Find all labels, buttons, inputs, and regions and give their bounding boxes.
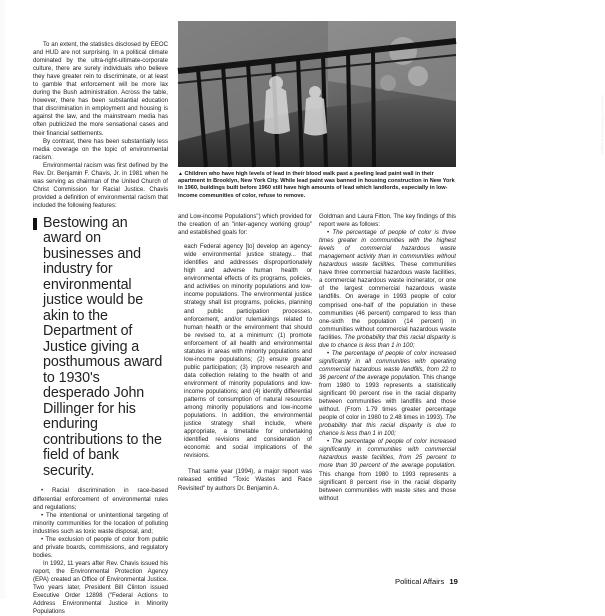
pull-quote-text: Bestowing an award on businesses and industry for environmental justice would be akin to the Department of Justice giving a posthumous award to 1930's desperado John Dillinger for his enduring contributions to the field of bank security. xyxy=(43,214,163,479)
column-1 xyxy=(33,41,168,616)
column-3 xyxy=(319,213,456,503)
photo-caption xyxy=(178,171,456,200)
pull-quote-marker xyxy=(33,218,37,230)
block-quote: each Federal agency [to] develop an agency-wide environmental justice strategy... that identifies and addresses disproportionately high and adverse human health or environmental effects of its programs, policies, and activities on minority populations and low-income populations. The environmental justice strategy shall list programs, policies, planning and public participation processes, enforcement, and/or rulemakings related to human health or the environment that should be revised to, at a minimum: (1) promote enforcement of all health and environmental statutes in areas with minority populations and low-income populations; (2) ensure greater public participation; (3) improve research and data collection relating to the health of and environment of minority populations and low-income populations; and (4) identify differential patterns of consumption of natural resources among minority populations and low-income populations. In addition, the environmental justice strategy shall include, where appropriate, a timetable for undertaking identified revisions and consideration of economic and social implications of the revisions. xyxy=(184,243,312,460)
bullet-item: • Racial discrimination in race-based differential enforcement of environmental rules and regulations; xyxy=(33,487,168,511)
caption-text: Children who have high levels of lead in their blood walk past a peeling lead paint wall in their apartment in Brooklyn, New York City. While lead paint was banned in housing construction in New York in 1960, buildings built before 1960 still have high amounts of lead which landlords, especially in low-income communities of color, refuse to remove. xyxy=(178,171,455,199)
paragraph: Goldman and Laura Fitton. The key findings of this report were as follows: xyxy=(319,213,456,229)
page-footer xyxy=(395,577,458,586)
photo-credit: Spencer Platt/Getty Images xyxy=(600,95,605,155)
page-edge xyxy=(0,0,5,599)
paragraph: That same year (1994), a major report was released entitled "Toxic Wastes and Race Revisited" by authors Dr. Benjamin A. xyxy=(178,468,312,492)
stairwell-photo xyxy=(178,21,456,167)
paragraph: Environmental racism was first defined by the Rev. Dr. Benjamin F. Chavis, Jr. in 1981 when he was serving as chairman of the United Church of Christ Commission for Racial Justice. Chavis provided a definition of environmental racism that included the following features: xyxy=(33,161,168,209)
caption-triangle-icon: ▲ xyxy=(178,171,183,177)
paragraph: In 1992, 11 years after Rev. Chavis issued his report, the Environmental Protection Agency (EPA) created an Office of Environmental Justice. Two years later, President Bill Clinton issued Executive Order 12898 ("Federal Actions to Address Environmental Justice in Minority Populations xyxy=(33,559,168,616)
column-2 xyxy=(178,213,312,493)
paragraph: To an extent, the statistics disclosed by EEOC and HUD are not surprising. In a political climate dominated by the ultra-right-ultimate-corporate culture, there are surely individuals who believe they have greater rein to discriminate, or at least to gamble that enforcement will be more lax during the Bush administration. Across the table, however, there has been substantial education that discrimination in employment and housing is against the law, and the mainstream media has often publicized the more sensational cases and their financial settlements. xyxy=(33,41,168,137)
photo xyxy=(178,21,605,167)
bullet-item: • The intentional or unintentional targeting of minority communities for the location of polluting industries such as toxic waste disposal, and; xyxy=(33,511,168,535)
pull-quote xyxy=(33,216,168,480)
finding-item: • The percentage of people of color is three times greater in communities with the highest levels of commercial hazardous waste management activity than in communities without hazardous waste facilities. These communities have three commercial hazardous waste facilities, a commercial hazardous waste incinerator, or one of the largest commercial hazardous waste landfills. On average in 1993 people of color comprised one-half of the population in these communities (46 percent) compared to less than one-sixth the population (14 percent) in communities without commercial hazardous waste facilities. The probability that this racial disparity is due to chance is less than 1 in 100; xyxy=(319,229,456,349)
paragraph: By contrast, there has been substantially less media coverage on the topic of environmental racism. xyxy=(33,137,168,161)
publication-name: Political Affairs xyxy=(395,577,445,586)
finding-item: • The percentage of people of color increased significantly in communities with commercial hazardous waste facilities, from 25 percent to more than 30 percent of the average population. This change from 1980 to 1993 represents a significant 8 percent rise in the racial disparity between communities with waste sites and those without xyxy=(319,438,457,502)
page-number: 19 xyxy=(449,577,458,586)
finding-item: • The percentage of people of color increased significantly in all communities with operating commercial hazardous waste landfills, from 22 to 36 percent of the average population. This change from 1980 to 1993 represents a statistically significant 90 percent rise in the racial disparity between communities with landfills and those without. (From 1.79 times greater percentage people of color in 1980 to 2.48 times in 1993). The probability that this racial disparity is due to chance is less than 1 in 100; xyxy=(319,349,457,438)
bullet-item: • The exclusion of people of color from public and private boards, commissions, and regulatory bodies. xyxy=(33,535,168,559)
paragraph: and Low-income Populations") which provided for the creation of an "inter-agency working group" and established goals for: xyxy=(178,213,312,237)
